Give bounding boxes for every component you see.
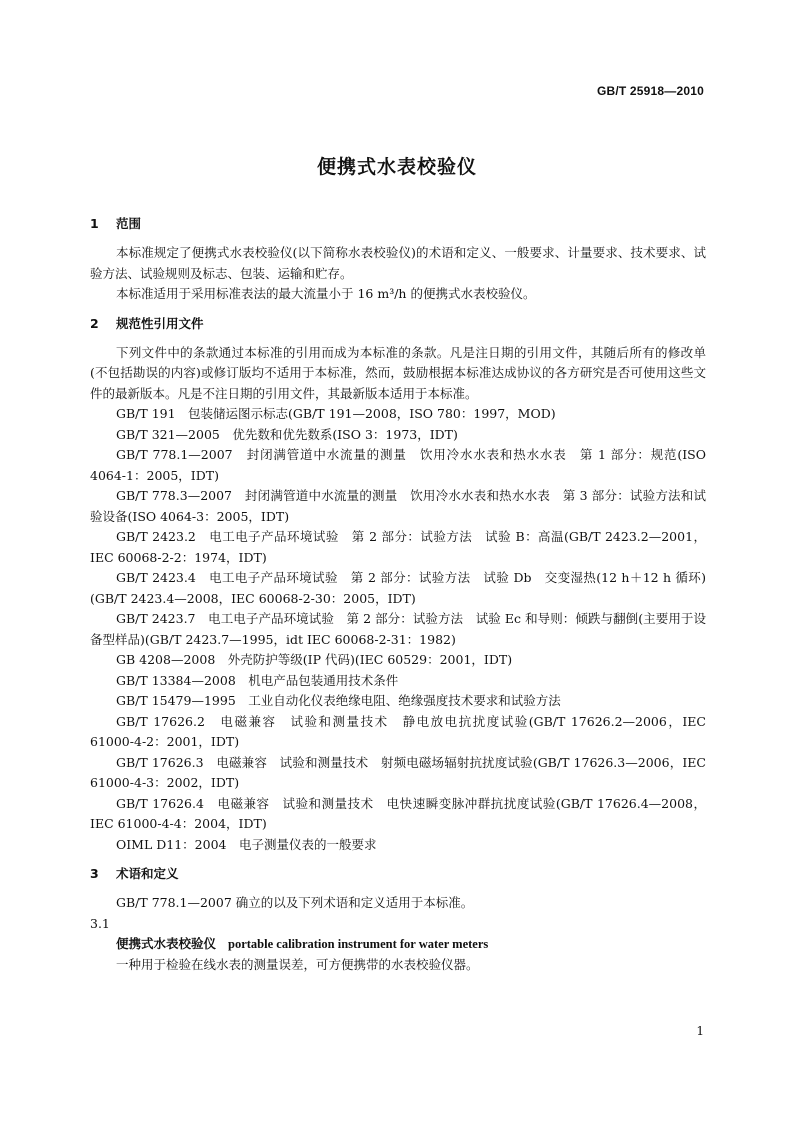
reference-item: GB/T 2423.2 电工电子产品环境试验 第 2 部分：试验方法 试验 B：高温(GB/T 2423.2—2001，IEC 60068-2-2：1974，IDT): [90, 529, 706, 565]
reference-item: GB/T 17626.2 电磁兼容 试验和测量技术 静电放电抗扰度试验(GB/T 17626.2—2006，IEC 61000-4-2：2001，IDT): [90, 713, 706, 749]
term-english: portable calibration instrument for water meters: [228, 937, 489, 951]
reference-item: GB/T 17626.4 电磁兼容 试验和测量技术 电快速瞬变脉冲群抗扰度试验(GB/T 17626.4—2008，IEC 61000-4-4：2004，IDT): [90, 795, 706, 831]
section-number: 1: [90, 216, 99, 231]
reference-item: GB/T 778.1—2007 封闭满管道中水流量的测量 饮用冷水水表和热水水表 第 1 部分：规范(ISO 4064-1：2005，IDT): [90, 447, 706, 483]
standard-number: GB/T 25918—2010: [596, 84, 704, 98]
section-number: 3: [90, 866, 99, 881]
term-chinese: 便携式水表校验仪: [116, 936, 217, 951]
reference-item: GB/T 2423.4 电工电子产品环境试验 第 2 部分：试验方法 试验 Db 交变湿热(12 h＋12 h 循环)(GB/T 2423.4—2008，IEC 60068-2-30：2005，IDT): [90, 570, 706, 606]
term-entry: [90, 934, 706, 955]
reference-item: GB/T 321—2005 优先数和优先数系(ISO 3：1973，IDT): [116, 426, 458, 442]
term-definition: 一种用于检验在线水表的测量误差，可方便携带的水表校验仪器。: [116, 956, 479, 972]
scope-paragraph-2: 本标准适用于采用标准表法的最大流量小于 16 m³/h 的便携式水表校验仪。: [116, 286, 536, 301]
reference-item: GB/T 17626.3 电磁兼容 试验和测量技术 射频电磁场辐射抗扰度试验(GB/T 17626.3—2006，IEC 61000-4-3：2002，IDT): [90, 754, 706, 790]
section-title: 范围: [116, 216, 142, 231]
references-intro: 下列文件中的条款通过本标准的引用而成为本标准的条款。凡是注日期的引用文件，其随后所有的修改单(不包括勘误的内容)或修订版均不适用于本标准，然而，鼓励根据本标准达成协议的各方研究是否可使用这些文件的最新版本。凡是不注日期的引用文件，其最新版本适用于本标准。: [90, 344, 706, 401]
reference-item: GB/T 191 包装储运图示标志(GB/T 191—2008，ISO 780：1997，MOD): [116, 406, 556, 421]
document-body: [90, 214, 706, 975]
document-title: 便携式水表校验仪: [316, 156, 477, 178]
section-3-heading: [90, 864, 706, 884]
scope-paragraph-1: 本标准规定了便携式水表校验仪(以下简称水表校验仪)的术语和定义、一般要求、计量要求、技术要求、试验方法、试验规则及标志、包装、运输和贮存。: [90, 245, 706, 281]
reference-list: [90, 404, 706, 855]
reference-item: GB/T 2423.7 电工电子产品环境试验 第 2 部分：试验方法 试验 Ec 和导则：倾跌与翻倒(主要用于设备型样品)(GB/T 2423.7—1995，idt IEC 60068-2-31：1982): [90, 611, 706, 647]
section-1-heading: [90, 214, 706, 234]
reference-item: GB/T 778.3—2007 封闭满管道中水流量的测量 饮用冷水水表和热水水表 第 3 部分：试验方法和试验设备(ISO 4064-3：2005，IDT): [90, 488, 706, 524]
reference-item: GB 4208—2008 外壳防护等级(IP 代码)(IEC 60529：2001，IDT): [116, 652, 513, 667]
terms-intro: GB/T 778.1—2007 确立的以及下列术语和定义适用于本标准。: [116, 895, 474, 910]
page-number: 1: [696, 1024, 704, 1038]
section-title: 术语和定义: [116, 866, 179, 881]
reference-item: GB/T 13384—2008 机电产品包装通用技术条件: [116, 672, 399, 688]
section-number: 2: [90, 315, 99, 331]
section-title: 规范性引用文件: [116, 315, 204, 331]
section-2-heading: [90, 314, 706, 334]
reference-item: OIML D11：2004 电子测量仪表的一般要求: [116, 836, 377, 852]
reference-item: GB/T 15479—1995 工业自动化仪表绝缘电阻、绝缘强度技术要求和试验方法: [116, 693, 561, 708]
subclause-number: 3.1: [90, 915, 110, 931]
